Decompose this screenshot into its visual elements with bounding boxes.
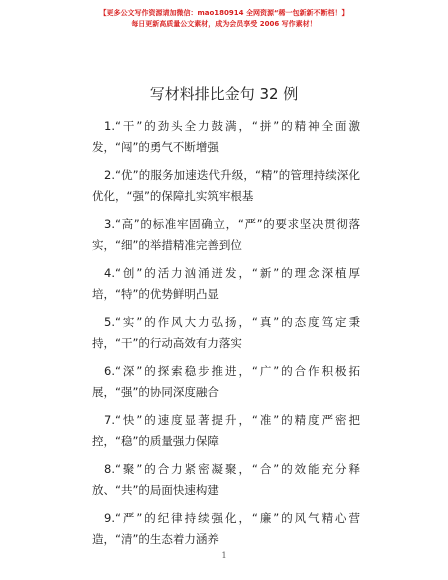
list-item: 1.“干”的劲头全力鼓满，“拼”的精神全面激发，“闯”的勇气不断增强 xyxy=(92,119,360,154)
list-item: 5.“实”的作风大力弘扬，“真”的态度笃定秉持，“干”的行动高效有力落实 xyxy=(92,315,360,350)
list-item: 8.“聚”的合力紧密凝聚，“合”的效能充分释放、“共”的局面快速构建 xyxy=(92,462,360,497)
list-item: 6.“深”的探索稳步推进，“广”的合作积极拓展，“强”的协同深度融合 xyxy=(92,364,360,399)
promo-banner-line-2: 每日更新高质量公文素材，成为会员享受 2006 写作素材！ xyxy=(131,20,317,28)
list-item: 2.“优”的服务加速迭代升级，“精”的管理持续深化优化，“强”的保障扎实筑牢根基 xyxy=(92,168,360,203)
promo-banner-line-1: 【更多公文写作资源请加微信：mao180914 全网资源“稀一包新新不断档！】 xyxy=(99,9,349,17)
list-item: 3.“高”的标准牢固确立，“严”的要求坚决贯彻落实，“细”的举措精准完善到位 xyxy=(92,217,360,252)
list-item: 7.“快”的速度显著提升，“准”的精度严密把控，“稳”的质量强力保障 xyxy=(92,413,360,448)
promo-banner xyxy=(0,8,448,30)
list-item: 9.“严”的纪律持续强化，“廉”的风气精心营造，“清”的生态着力涵养 xyxy=(92,511,360,546)
page-number: 1 xyxy=(221,551,227,560)
list-item: 4.“创”的活力汹涌迸发，“新”的理念深植厚培，“特”的优势鲜明凸显 xyxy=(92,266,360,301)
document-title: 写材料排比金句 32 例 xyxy=(149,85,299,103)
phrase-list xyxy=(92,116,360,557)
